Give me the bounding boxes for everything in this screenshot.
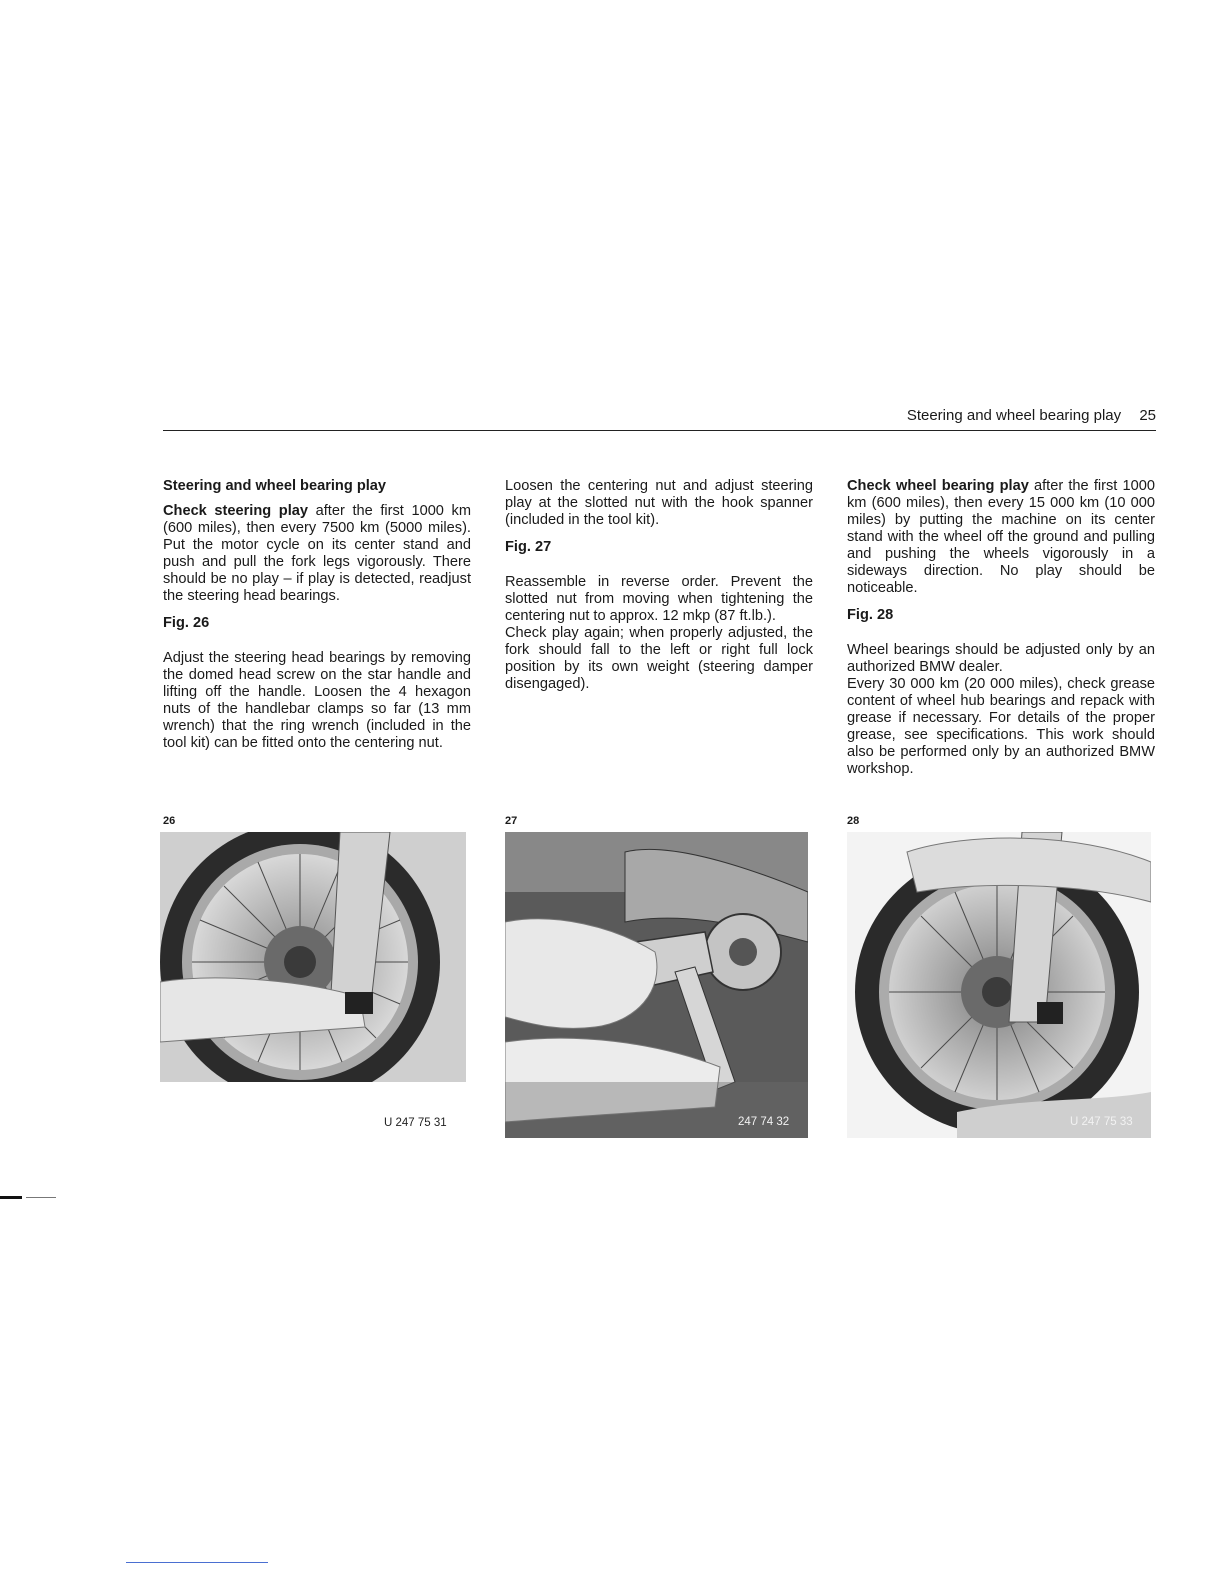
bold-lead: Check wheel bearing play <box>847 478 1029 494</box>
bold-lead: Check steering play <box>163 503 309 519</box>
figure-code-28: U 247 75 33 <box>1070 1116 1133 1128</box>
figure-code-27: 247 74 32 <box>738 1116 790 1128</box>
header-title: Steering and wheel bearing play <box>906 407 1122 424</box>
paragraph-reassemble: Reassemble in reverse order. Prevent the slotted nut from moving when tightening the centering nut to approx. 12 mkp (87 ft.lb.). <box>505 574 813 624</box>
paragraph-dealer: Wheel bearings should be adjusted only by an authorized BMW dealer. <box>847 642 1155 675</box>
photo-fig-26 <box>160 832 466 1138</box>
scan-mark <box>0 1196 22 1199</box>
figure-code-26: U 247 75 31 <box>384 1117 447 1129</box>
wheel-illustration-28 <box>847 832 1151 1138</box>
figure-label-26: 26 <box>163 815 176 827</box>
text-column-3 <box>847 478 1155 778</box>
paragraph-loosen: Loosen the centering nut and adjust steering play at the slotted nut with the hook spanner (included in the tool kit). <box>505 478 813 528</box>
wheel-illustration-26 <box>160 832 466 1138</box>
scan-mark-dash <box>26 1197 56 1198</box>
paragraph-adjust: Adjust the steering head bearings by removing the domed head screw on the star handle and lifting off the handle. Loosen the 4 hexagon nuts of the handlebar clamps so far (13 mm wrench) that the ring wrench (included in the tool kit) can be fitted onto the centering nut. <box>163 650 471 751</box>
paragraph-text: after the first 1000 km (600 miles), then every 7500 km (5000 miles). Put the motor cycle on its center stand and push and pull the fork legs vigorously. There should be no play – if play is detected, readjust the steering head bearings. <box>163 503 471 604</box>
figure-reference: Fig. 28 <box>847 607 894 623</box>
paragraph-text: after the first 1000 km (600 miles), then every 15 000 km (10 000 miles) by putting the machine on its center stand with the wheel off the ground and pulling and pushing the wheels vigorously in a sideways direction. No play should be noticeable. <box>847 478 1155 596</box>
paragraph-check-steering <box>163 503 471 605</box>
figure-label-27: 27 <box>505 815 518 827</box>
link-underline <box>126 1562 268 1563</box>
paragraph-check-wheel <box>847 478 1155 597</box>
paragraph-grease: Every 30 000 km (20 000 miles), check grease content of wheel hub bearings and repack with grease if necessary. For details of the proper grease, see specifications. This work should also be performed only by an authorized BMW workshop. <box>847 676 1155 777</box>
paragraph-check-again: Check play again; when properly adjusted, the fork should fall to the left or right full lock position by its own weight (steering damper disengaged). <box>505 625 813 692</box>
photo-fig-28 <box>847 832 1151 1138</box>
running-header <box>163 406 1156 431</box>
photo-fig-27 <box>505 832 808 1138</box>
wrench-illustration-27 <box>505 832 808 1138</box>
figure-reference: Fig. 26 <box>163 615 210 631</box>
page-number: 25 <box>1139 407 1156 424</box>
figure-label-28: 28 <box>847 815 860 827</box>
figure-reference: Fig. 27 <box>505 539 552 555</box>
text-column-1 <box>163 478 471 752</box>
text-column-2 <box>505 478 813 693</box>
section-heading: Steering and wheel bearing play <box>163 478 387 494</box>
